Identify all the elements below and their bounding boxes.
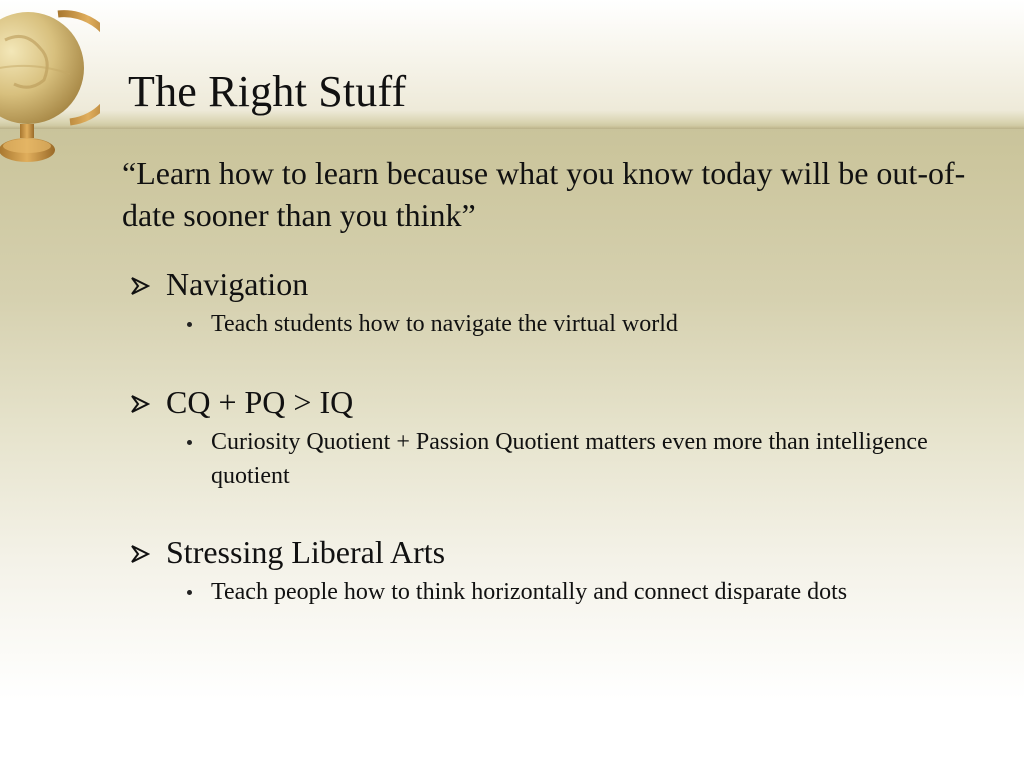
bullet-item [130,263,990,341]
arrow-bullet-icon [130,545,150,563]
sub-item [166,575,991,609]
header-rule [0,126,1024,129]
bullet-list [130,263,990,609]
quote-text: “Learn how to learn because what you know today will be out-of-date sooner than you think” [122,155,966,233]
bullet-item [130,381,990,493]
sub-list [166,307,990,341]
sub-item [166,307,991,341]
sub-item-text: Curiosity Quotient + Passion Quotient matters even more than intelligence quotient [211,429,928,489]
sub-item [166,425,991,493]
sub-item-text: Teach people how to think horizontally and connect disparate dots [211,579,848,605]
slide-title: The Right Stuff [128,67,407,116]
arrow-bullet-icon [130,277,150,295]
dot-bullet-icon [187,322,192,327]
dot-bullet-icon [187,440,192,445]
bullet-item [130,531,990,609]
sub-item-text: Teach students how to navigate the virtual world [211,311,678,337]
sub-list [166,575,990,609]
sub-list [166,425,990,493]
bullet-heading: Stressing Liberal Arts [166,534,446,570]
globe-icon [0,0,100,170]
dot-bullet-icon [187,590,192,595]
bullet-heading: CQ + PQ > IQ [166,384,354,420]
bullet-heading: Navigation [166,266,309,302]
arrow-bullet-icon [130,395,150,413]
